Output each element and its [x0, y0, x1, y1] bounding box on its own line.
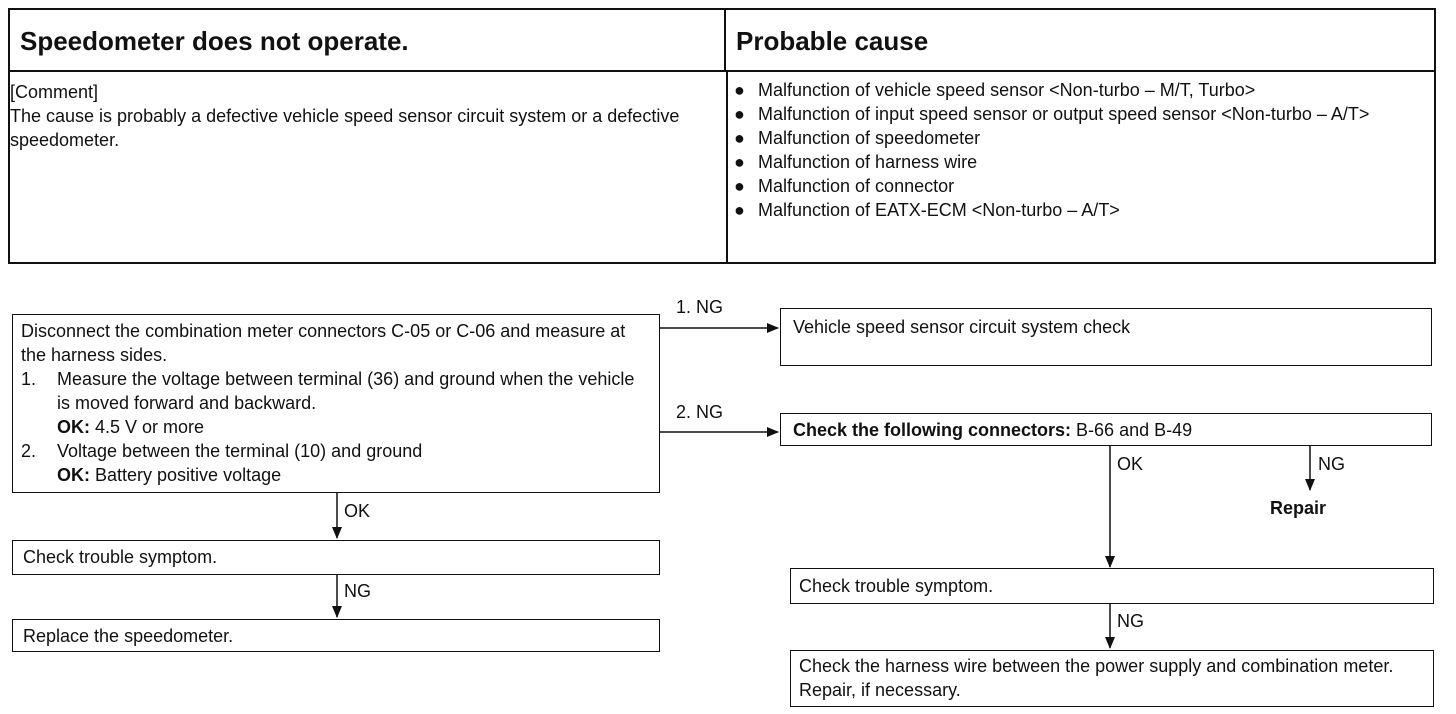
- replace-speedometer-box: Replace the speedometer.: [12, 619, 660, 652]
- ng-label-right: NG: [1318, 454, 1345, 474]
- list-item: ● Malfunction of vehicle speed sensor <Non-turbo – M/T, Turbo>: [734, 80, 1256, 100]
- bullet-icon: ●: [734, 176, 745, 196]
- list-item: ● Malfunction of EATX-ECM <Non-turbo – A/T>: [734, 200, 1120, 220]
- main-check-box: [12, 314, 660, 493]
- step1-ok: [57, 415, 651, 439]
- check-symptom-right-box: Check trouble symptom.: [790, 568, 1434, 604]
- ok-label-left: OK: [344, 501, 371, 521]
- ng2-label: 2. NG: [676, 402, 724, 422]
- ok-label-right: OK: [1117, 454, 1144, 474]
- step1-ok-value: 4.5 V or more: [95, 417, 205, 437]
- connector-check-box: [780, 413, 1432, 446]
- list-item: ● Malfunction of input speed sensor or output speed sensor <Non-turbo – A/T>: [734, 104, 1370, 124]
- comment-text: The cause is probably a defective vehicle speed sensor circuit system or a defective speedometer.: [10, 106, 680, 150]
- step2-text: Voltage between the terminal (10) and ground: [57, 441, 423, 461]
- list-item: ● Malfunction of harness wire: [734, 152, 978, 172]
- probable-cause-header: Probable cause: [726, 10, 1434, 72]
- bullet-icon: ●: [734, 200, 745, 220]
- main-check-step2: [21, 439, 651, 487]
- step1-number: 1.: [21, 369, 37, 389]
- step1-text: Measure the voltage between terminal (36) and ground when the vehicle is moved forward and backward.: [57, 369, 635, 413]
- main-check-step1: [21, 367, 651, 439]
- vss-check-box: Vehicle speed sensor circuit system check: [780, 308, 1432, 366]
- list-item: ● Malfunction of connector: [734, 176, 955, 196]
- step2-number: 2.: [21, 441, 37, 461]
- check-symptom-left-box: Check trouble symptom.: [12, 540, 660, 575]
- connector-check-bold: Check the following connectors:: [793, 420, 1072, 440]
- bullet-icon: ●: [734, 80, 745, 100]
- symptom-header: Speedometer does not operate.: [10, 10, 726, 72]
- ng1-label: 1. NG: [676, 297, 724, 317]
- repair-label: Repair: [1270, 498, 1327, 518]
- bullet-icon: ●: [734, 128, 745, 148]
- bullet-icon: ●: [734, 104, 745, 124]
- step2-ok: [57, 463, 651, 487]
- ng-label-right2: NG: [1117, 611, 1144, 631]
- ng-label-left: NG: [344, 581, 371, 601]
- main-check-intro: Disconnect the combination meter connectors C-05 or C-06 and measure at the harness sides.: [21, 321, 626, 365]
- list-item: ● Malfunction of speedometer: [734, 128, 981, 148]
- step2-ok-label: OK:: [57, 465, 90, 485]
- step1-ok-label: OK:: [57, 417, 90, 437]
- bullet-icon: ●: [734, 152, 745, 172]
- connector-check-rest: B-66 and B-49: [1076, 420, 1193, 440]
- comment-label: [Comment]: [10, 82, 99, 102]
- step2-ok-value: Battery positive voltage: [95, 465, 282, 485]
- harness-check-box: Check the harness wire between the power supply and combination meter. Repair, if necessary.: [790, 650, 1434, 707]
